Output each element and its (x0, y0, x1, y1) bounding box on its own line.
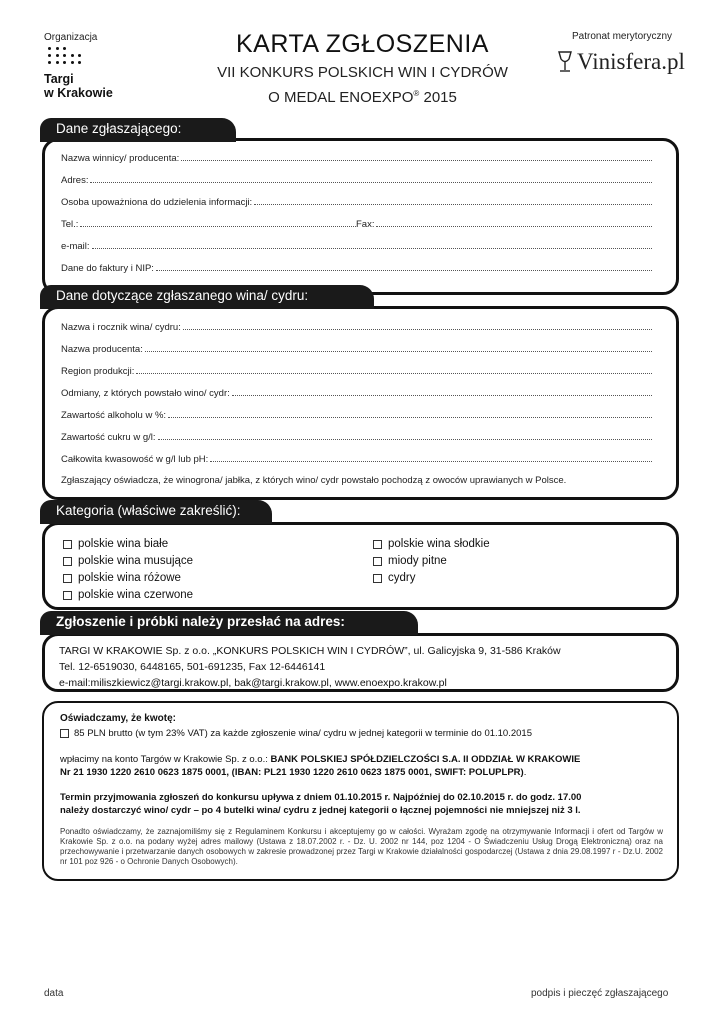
subtitle-medal: O MEDAL ENOEXPO (268, 89, 414, 106)
subtitle-line-2 (190, 83, 535, 108)
category-label: polskie wina czerwone (78, 589, 194, 601)
sugar-label: Zawartość cukru w g/l: (61, 432, 156, 443)
checkbox[interactable] (63, 540, 72, 549)
producer-field[interactable] (61, 343, 652, 355)
sugar-dots (158, 431, 653, 440)
tel-label: Tel.: (61, 219, 79, 230)
category-sparkling[interactable] (63, 555, 193, 567)
authorized-person-field[interactable] (61, 196, 652, 208)
bank-account: Nr 21 1930 1220 2610 0623 1875 0001, (IBAN: PL21 1930 1220 2610 0623 1875 0001, SWIFT: POLUPLPR) (60, 767, 524, 778)
invoice-dots (156, 262, 652, 271)
email-dots (92, 240, 652, 249)
logo-dot (63, 54, 66, 57)
winery-field[interactable] (61, 152, 652, 164)
deadline-info (60, 791, 663, 817)
deadline-line-2: należy dostarczyć wino/ cydr – po 4 butelki wina/ cydru z jednej kategorii o łącznej pojemności nie mniejszej niż 3 l. (60, 805, 581, 816)
tel-dots (80, 218, 356, 227)
address-dots (90, 174, 652, 183)
applicant-tab: Dane zgłaszającego: (40, 118, 236, 142)
origin-statement: Zgłaszający oświadcza, że winogrona/ jabłka, z których wino/ cydr powstało pochodzą z owoców uprawianych w Polsce. (61, 475, 567, 486)
category-label: polskie wina musujące (78, 555, 194, 567)
wine-glass-icon (556, 50, 574, 74)
patron-label: Patronat merytoryczny (572, 31, 673, 42)
varieties-dots (232, 387, 652, 396)
winery-dots (181, 152, 652, 161)
logo-dot (71, 61, 74, 64)
category-label: polskie wina różowe (78, 572, 181, 584)
targi-logo-text (44, 72, 113, 100)
subtitle-year: 2015 (419, 89, 457, 106)
region-dots (136, 365, 652, 374)
shipping-section (42, 633, 679, 692)
checkbox[interactable] (373, 540, 382, 549)
acidity-field[interactable] (61, 453, 652, 465)
bank-info (60, 753, 663, 779)
logo-dot (56, 54, 59, 57)
shipping-tab: Zgłoszenie i próbki należy przesłać na adres: (40, 611, 418, 635)
category-section (42, 522, 679, 610)
patron-logo-text: Vinisfera.pl (577, 49, 685, 74)
checkbox[interactable] (60, 729, 69, 738)
address-field[interactable] (61, 174, 652, 186)
sugar-field[interactable] (61, 431, 652, 443)
acidity-dots (210, 453, 652, 462)
fax-label: Fax: (355, 219, 375, 230)
category-white[interactable] (63, 538, 168, 550)
wine-tab: Dane dotyczące zgłaszanego wina/ cydru: (40, 285, 374, 309)
patron-logo (556, 49, 685, 75)
checkbox[interactable] (63, 574, 72, 583)
producer-dots (145, 343, 652, 352)
page-title: KARTA ZGŁOSZENIA (236, 30, 489, 58)
logo-dot (71, 54, 74, 57)
region-field[interactable] (61, 365, 652, 377)
signature-label: podpis i pieczęć zgłaszającego (531, 988, 669, 999)
fee-text: 85 PLN brutto (w tym 23% VAT) za każde zgłoszenie wina/ cydru w jednej kategorii w terminie do 01.10.2015 (74, 728, 532, 739)
applicant-section (42, 138, 679, 295)
wine-name-dots (183, 321, 652, 330)
deadline-line-1: Termin przyjmowania zgłoszeń do konkursu upływa z dniem 01.10.2015 r. Najpóźniej do 02.10.2015 r. do godz. 17.00 (60, 792, 582, 803)
logo-dot (56, 61, 59, 64)
checkbox[interactable] (63, 557, 72, 566)
category-sweet[interactable] (373, 538, 490, 550)
acidity-label: Całkowita kwasowość w g/l lub pH: (61, 454, 209, 465)
shipping-address: TARGI W KRAKOWIE Sp. z o.o. „KONKURS POLSKICH WIN I CYDRÓW”, ul. Galicyjska 9, 31-586 Kraków (59, 645, 561, 657)
targi-logo-dots (48, 47, 84, 69)
wine-section (42, 306, 679, 500)
logo-line-2: w Krakowie (44, 86, 113, 100)
date-label: data (44, 988, 64, 999)
authorized-label: Osoba upoważniona do udzielenia informacji: (61, 197, 253, 208)
subtitle-line-1: VII KONKURS POLSKICH WIN I CYDRÓW (217, 64, 508, 81)
alcohol-dots (168, 409, 652, 418)
authorized-dots (254, 196, 652, 205)
logo-dot (48, 61, 51, 64)
checkbox[interactable] (373, 574, 382, 583)
category-label: polskie wina białe (78, 538, 169, 550)
wine-name-field[interactable] (61, 321, 652, 333)
logo-dot (78, 54, 81, 57)
legal-consent: Ponadto oświadczamy, że zaznajomiliśmy się z Regulaminem Konkursu i akceptujemy go w całości. Wyrażam zgodę na otrzymywanie Informacji i ofert od Targów w Krakowie Sp. z o.o. na podany wyżej adres mailowy (Ustawa z 18.07.2002 r. - Dz. U. 2002 nr 144, poz 1204 - O Świadczeniu Usług Drogą Elektroniczną) oraz na przechowywanie i przetwarzanie danych osobowych w zakresie prowadzonej przez Targi w Krakowie działalności gospodarczej (Ustawa z dnia 29.08.1997 r - Dz.U. 2002 nr 101 poz 926 - o Ochronie Danych Osobowych). (60, 827, 663, 866)
category-label: cydry (388, 572, 416, 584)
alcohol-field[interactable] (61, 409, 652, 421)
logo-dot (63, 61, 66, 64)
organizer-label: Organizacja (44, 32, 98, 43)
fee-option[interactable] (60, 728, 663, 739)
logo-dot (78, 61, 81, 64)
category-mead[interactable] (373, 555, 447, 567)
invoice-field[interactable] (61, 262, 652, 274)
logo-dot (56, 47, 59, 50)
shipping-emails: e-mail:miliszkiewicz@targi.krakow.pl, bak@targi.krakow.pl, www.enoexpo.krakow.pl (59, 677, 447, 689)
address-label: Adres: (61, 175, 89, 186)
bank-end: . (523, 767, 527, 778)
registered-mark: ® (413, 89, 420, 98)
varieties-label: Odmiany, z których powstało wino/ cydr: (61, 388, 230, 399)
fax-dots (376, 218, 652, 227)
region-label: Region produkcji: (61, 366, 135, 377)
category-tab: Kategoria (właściwe zakreślić): (40, 500, 272, 524)
payment-intro: wpłacimy na konto Targów w Krakowie Sp. z o.o.: (60, 754, 271, 765)
category-label: polskie wina słodkie (388, 538, 490, 550)
varieties-field[interactable] (61, 387, 652, 399)
logo-line-1: Targi (44, 72, 74, 86)
declaration-heading: Oświadczamy, że kwotę: (60, 713, 176, 724)
page-subtitle (190, 62, 535, 108)
invoice-label: Dane do faktury i NIP: (61, 263, 154, 274)
alcohol-label: Zawartość alkoholu w %: (61, 410, 167, 421)
logo-dot (63, 47, 66, 50)
checkbox[interactable] (63, 591, 72, 600)
logo-dot (48, 47, 51, 50)
wine-name-label: Nazwa i rocznik wina/ cydru: (61, 322, 181, 333)
logo-dot (48, 54, 51, 57)
winery-label: Nazwa winnicy/ producenta: (61, 153, 180, 164)
bank-name: BANK POLSKIEJ SPÓŁDZIELCZOŚCI S.A. II ODDZIAŁ W KRAKOWIE (270, 754, 581, 765)
tel-fax-field[interactable] (61, 218, 652, 230)
declaration-section (42, 701, 679, 881)
category-label: miody pitne (388, 555, 447, 567)
producer-label: Nazwa producenta: (61, 344, 143, 355)
category-red[interactable] (63, 589, 193, 601)
shipping-phones: Tel. 12-6519030, 6448165, 501-691235, Fax 12-6446141 (59, 661, 326, 673)
email-label: e-mail: (61, 241, 90, 252)
checkbox[interactable] (373, 557, 382, 566)
category-rose[interactable] (63, 572, 181, 584)
email-field[interactable] (61, 240, 652, 252)
category-cider[interactable] (373, 572, 415, 584)
